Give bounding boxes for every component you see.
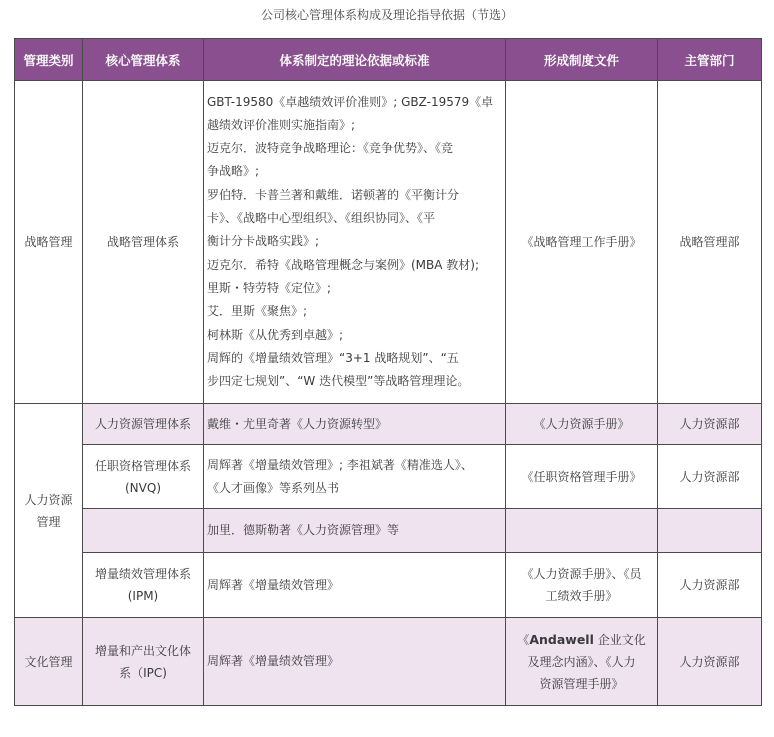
table-title: 公司核心管理体系构成及理论指导依据（节选） (260, 8, 513, 22)
table-row (15, 618, 762, 706)
management-systems-table (14, 38, 762, 706)
category-cell: 文化管理 (15, 618, 83, 706)
basis-line: 周辉的《增量绩效管理》“3+1 战略规划”、“五 (207, 350, 459, 365)
department-cell: 战略管理部 (658, 81, 762, 404)
category-cell (15, 404, 83, 618)
document-line: 工绩效手册》 (545, 589, 618, 603)
basis-line: 周辉著《增量绩效管理》; 李祖斌著《精准选人》、 (207, 457, 473, 472)
system-cell (83, 553, 204, 618)
category-line: 人力资源 (24, 492, 73, 507)
document-cell: 《任职资格管理手册》 (506, 445, 658, 509)
document-line: 《人力资源手册》、《员 (521, 567, 642, 581)
document-cell (506, 618, 658, 706)
brand-name: Andawell (529, 631, 594, 647)
category-line: 管理 (36, 514, 61, 529)
basis-cell (204, 81, 506, 404)
document-cell: 《人力资源手册》 (506, 404, 658, 445)
header-document: 形成制度文件 (506, 39, 658, 81)
basis-line: 卡》、《战略中心型组织》、《组织协同》、《平 (207, 211, 436, 226)
system-line: (NVQ) (125, 480, 161, 495)
system-cell (83, 445, 204, 509)
system-cell (83, 509, 204, 553)
header-system: 核心管理体系 (83, 39, 204, 81)
header-row (15, 39, 762, 81)
header-basis: 体系制定的理论依据或标准 (204, 39, 506, 81)
basis-line: 衡计分卡战略实践》; (207, 234, 320, 249)
basis-cell: 加里．德斯勒著《人力资源管理》等 (204, 509, 506, 553)
basis-line: 越绩效评价准则实施指南》; (207, 117, 356, 132)
document-line: 资源管理手册》 (539, 676, 624, 691)
table-row (15, 509, 762, 553)
category-cell: 战略管理 (15, 81, 83, 404)
table-row (15, 553, 762, 618)
department-cell: 人力资源部 (658, 553, 762, 618)
basis-line: 《人才画像》等系列丛书 (207, 480, 340, 495)
system-line: 系（IPC) (119, 665, 167, 680)
document-text: 企业文化 (593, 632, 646, 647)
basis-line: GBT-19580《卓越绩效评价准则》; GBZ-19579《卓 (207, 94, 494, 109)
basis-line: 里斯・特劳特《定位》; (207, 280, 332, 295)
basis-line: 柯林斯《从优秀到卓越》; (207, 327, 344, 342)
document-line: 及理念内涵》、《人力 (527, 654, 636, 669)
system-line: 增量绩效管理体系 (94, 567, 191, 581)
document-cell (506, 509, 658, 553)
document-quote: 《 (517, 632, 530, 647)
basis-cell: 戴维・尤里奇著《人力资源转型》 (204, 404, 506, 445)
department-cell: 人力资源部 (658, 618, 762, 706)
department-cell (658, 509, 762, 553)
table-row (15, 404, 762, 445)
basis-cell: 周辉著《增量绩效管理》 (204, 553, 506, 618)
basis-line: 迈克尔．希特《战略管理概念与案例》(MBA 教材); (207, 257, 480, 272)
document-cell: 《战略管理工作手册》 (506, 81, 658, 404)
department-cell: 人力资源部 (658, 445, 762, 509)
system-line: (IPM) (127, 589, 159, 603)
basis-line: 罗伯特．卡普兰著和戴维．诺顿著的《平衡计分 (207, 187, 460, 202)
document-line (510, 629, 653, 651)
basis-cell: 周辉著《增量绩效管理》 (204, 618, 506, 706)
basis-line: 争战略》; (207, 164, 260, 179)
system-cell (83, 618, 204, 706)
basis-cell (204, 445, 506, 509)
system-line: 任职资格管理体系 (94, 458, 191, 473)
table-row (15, 81, 762, 404)
system-cell: 战略管理体系 (83, 81, 204, 404)
basis-line: 艾．里斯《聚焦》; (207, 304, 308, 319)
header-category: 管理类别 (15, 39, 83, 81)
header-department: 主管部门 (658, 39, 762, 81)
table-row (15, 445, 762, 509)
department-cell: 人力资源部 (658, 404, 762, 445)
basis-line: 迈克尔．波特竞争战略理论：《竞争优势》、《竞 (207, 141, 454, 156)
basis-line: 步四定七规划”、“W 迭代模型”等战略管理理论。 (207, 374, 470, 389)
system-line: 增量和产出文化体 (94, 643, 191, 658)
system-cell: 人力资源管理体系 (83, 404, 204, 445)
document-cell (506, 553, 658, 618)
